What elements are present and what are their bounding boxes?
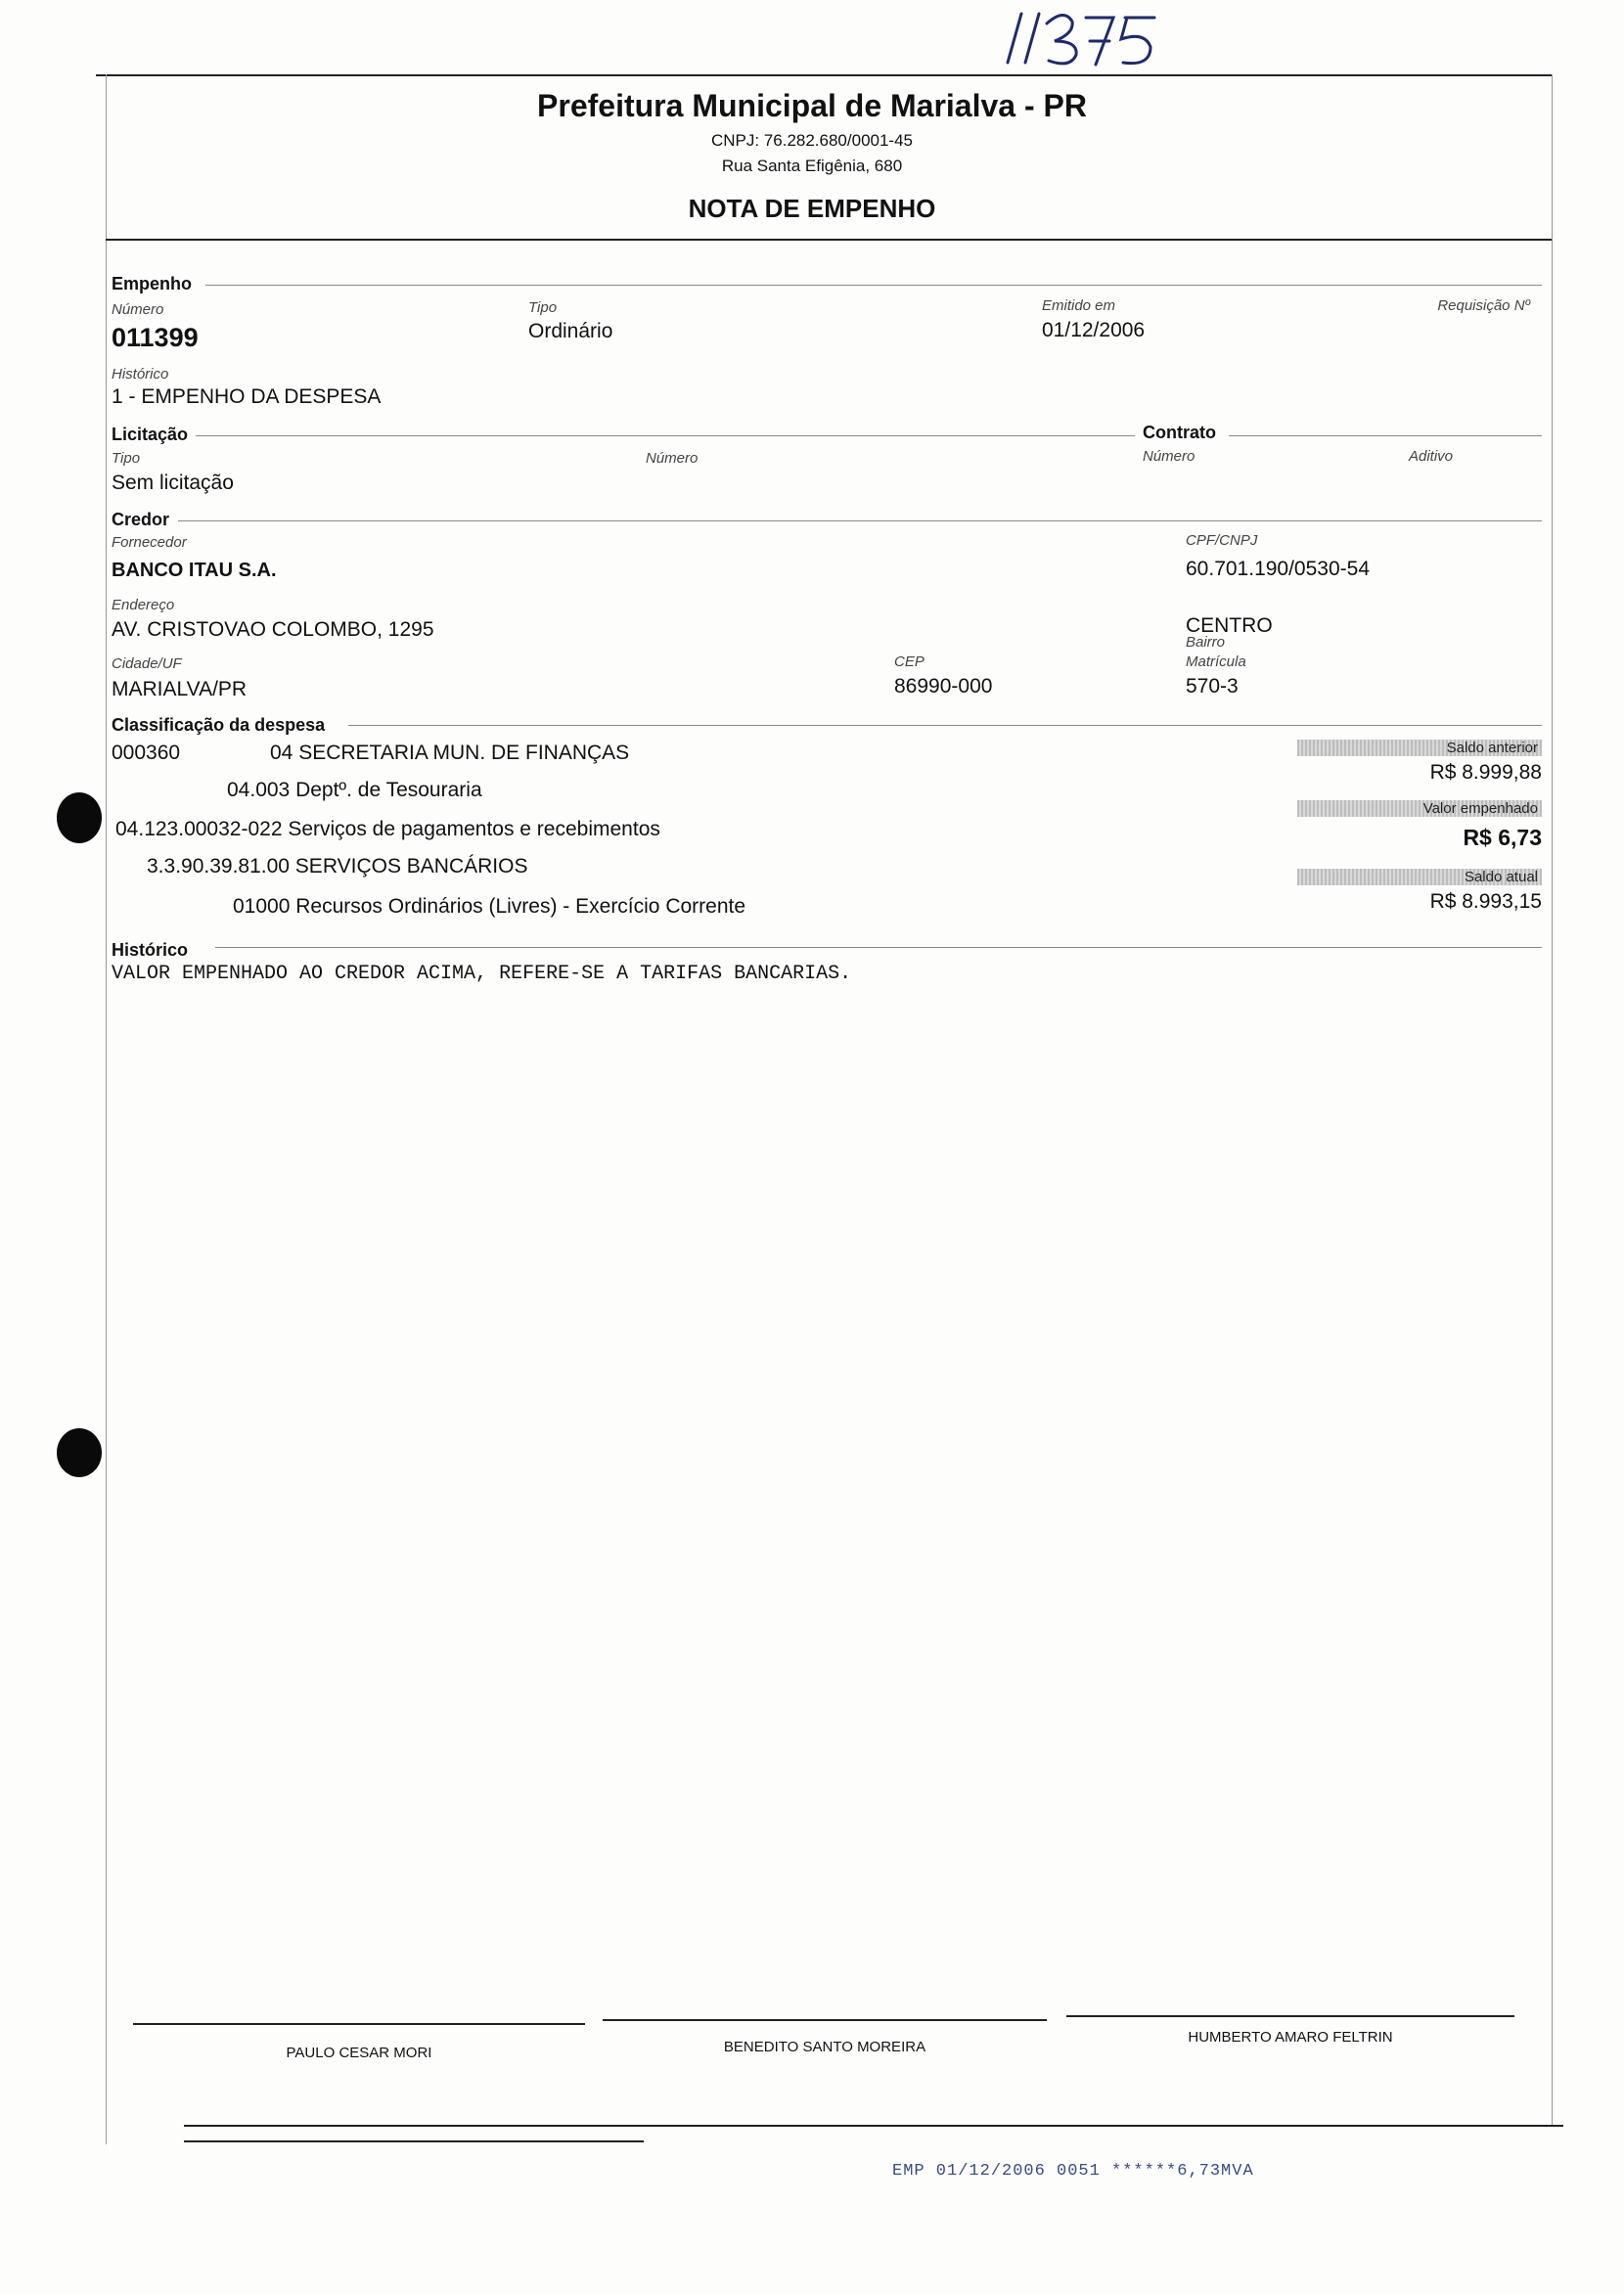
departamento: 04.003 Deptº. de Tesouraria — [227, 779, 482, 801]
licitacao-rule — [196, 435, 1135, 436]
numero-label: Número — [112, 301, 164, 318]
frame-bottom — [184, 2125, 1563, 2127]
funcional: 04.123.00032-022 Serviços de pagamentos e recebimentos — [115, 818, 660, 840]
empenho-rule — [205, 285, 1542, 286]
signature-line-2 — [603, 2019, 1047, 2021]
handwritten-number — [988, 6, 1184, 74]
header-divider — [106, 239, 1552, 241]
secretaria: 04 SECRETARIA MUN. DE FINANÇAS — [270, 742, 630, 764]
empenho-tipo: Ordinário — [528, 320, 613, 342]
signature-name-2: BENEDITO SANTO MOREIRA — [723, 2039, 926, 2055]
cep-label: CEP — [894, 653, 925, 670]
punch-hole-bottom — [57, 1428, 102, 1477]
signature-line-1 — [133, 2023, 585, 2025]
section-empenho: Empenho — [112, 274, 193, 293]
fornecedor: BANCO ITAU S.A. — [112, 560, 277, 581]
licitacao-numero-label: Número — [646, 450, 699, 467]
saldo-anterior-label: Saldo anterior — [1446, 740, 1538, 756]
section-contrato: Contrato — [1143, 423, 1216, 442]
endereco-label: Endereço — [112, 597, 175, 613]
matricula-label: Matrícula — [1186, 653, 1246, 670]
contrato-numero-label: Número — [1143, 448, 1195, 465]
saldo-atual-label-box — [1297, 869, 1542, 885]
print-stamp: EMP 01/12/2006 0051 ******6,73MVA — [892, 2162, 1254, 2181]
historico-empenho: 1 - EMPENHO DA DESPESA — [112, 385, 382, 408]
signature-name-1: PAULO CESAR MORI — [286, 2045, 432, 2061]
cnpj: CNPJ: 76.282.680/0001-45 — [710, 131, 914, 150]
address: Rua Santa Efigênia, 680 — [721, 157, 903, 175]
bairro-label: Bairro — [1186, 634, 1226, 651]
contrato-rule — [1229, 435, 1542, 436]
page-title: Prefeitura Municipal de Marialva - PR — [537, 88, 1087, 123]
frame-right — [1552, 74, 1553, 2125]
section-classificacao: Classificação da despesa — [112, 715, 326, 735]
valor-empenhado: R$ 6,73 — [1463, 825, 1542, 850]
recurso: 01000 Recursos Ordinários (Livres) - Exercício Corrente — [233, 895, 746, 918]
elemento: 3.3.90.39.81.00 SERVIÇOS BANCÁRIOS — [147, 855, 528, 878]
saldo-atual-label: Saldo atual — [1464, 869, 1538, 885]
section-historico: Histórico — [112, 940, 189, 960]
fornecedor-label: Fornecedor — [112, 534, 187, 551]
classificacao-rule — [348, 725, 1542, 726]
tipo-label: Tipo — [528, 299, 558, 316]
endereco: AV. CRISTOVAO COLOMBO, 1295 — [112, 618, 434, 641]
empenho-numero: 011399 — [112, 323, 199, 352]
historico-text: VALOR EMPENHADO AO CREDOR ACIMA, REFERE-SE A TARIFAS BANCARIAS. — [112, 963, 852, 985]
cpf-cnpj: 60.701.190/0530-54 — [1186, 558, 1371, 580]
frame-bottom-2 — [184, 2140, 644, 2142]
frame-left — [106, 74, 107, 2144]
cidade-label: Cidade/UF — [112, 655, 182, 672]
valor-empenhado-label: Valor empenhado — [1422, 800, 1538, 817]
cep: 86990-000 — [894, 675, 993, 698]
cpf-label: CPF/CNPJ — [1186, 532, 1258, 549]
licitacao-tipo: Sem licitação — [112, 472, 234, 494]
signature-name-3: HUMBERTO AMARO FELTRIN — [1188, 2029, 1393, 2046]
aditivo-label: Aditivo — [1409, 448, 1454, 465]
emitido-label: Emitido em — [1042, 297, 1116, 314]
requisicao-label: Requisição Nº — [1437, 297, 1530, 314]
matricula: 570-3 — [1186, 675, 1239, 698]
section-licitacao: Licitação — [112, 425, 189, 444]
saldo-anterior: R$ 8.999,88 — [1429, 761, 1542, 784]
document-title: NOTA DE EMPENHO — [688, 194, 936, 223]
emitido-date: 01/12/2006 — [1042, 319, 1146, 341]
cidade: MARIALVA/PR — [112, 678, 248, 700]
saldo-atual: R$ 8.993,15 — [1429, 890, 1542, 913]
classificacao-code: 000360 — [112, 742, 181, 764]
historico-empenho-label: Histórico — [112, 366, 169, 382]
credor-rule — [178, 520, 1542, 521]
licitacao-tipo-label: Tipo — [112, 450, 141, 467]
section-credor: Credor — [112, 510, 170, 529]
saldo-anterior-label-box — [1297, 740, 1542, 756]
historico-rule — [215, 947, 1542, 948]
punch-hole-top — [57, 792, 102, 843]
frame-top — [96, 74, 1552, 76]
signature-line-3 — [1066, 2015, 1514, 2017]
bairro: CENTRO — [1186, 614, 1273, 637]
valor-empenhado-label-box — [1297, 800, 1542, 817]
